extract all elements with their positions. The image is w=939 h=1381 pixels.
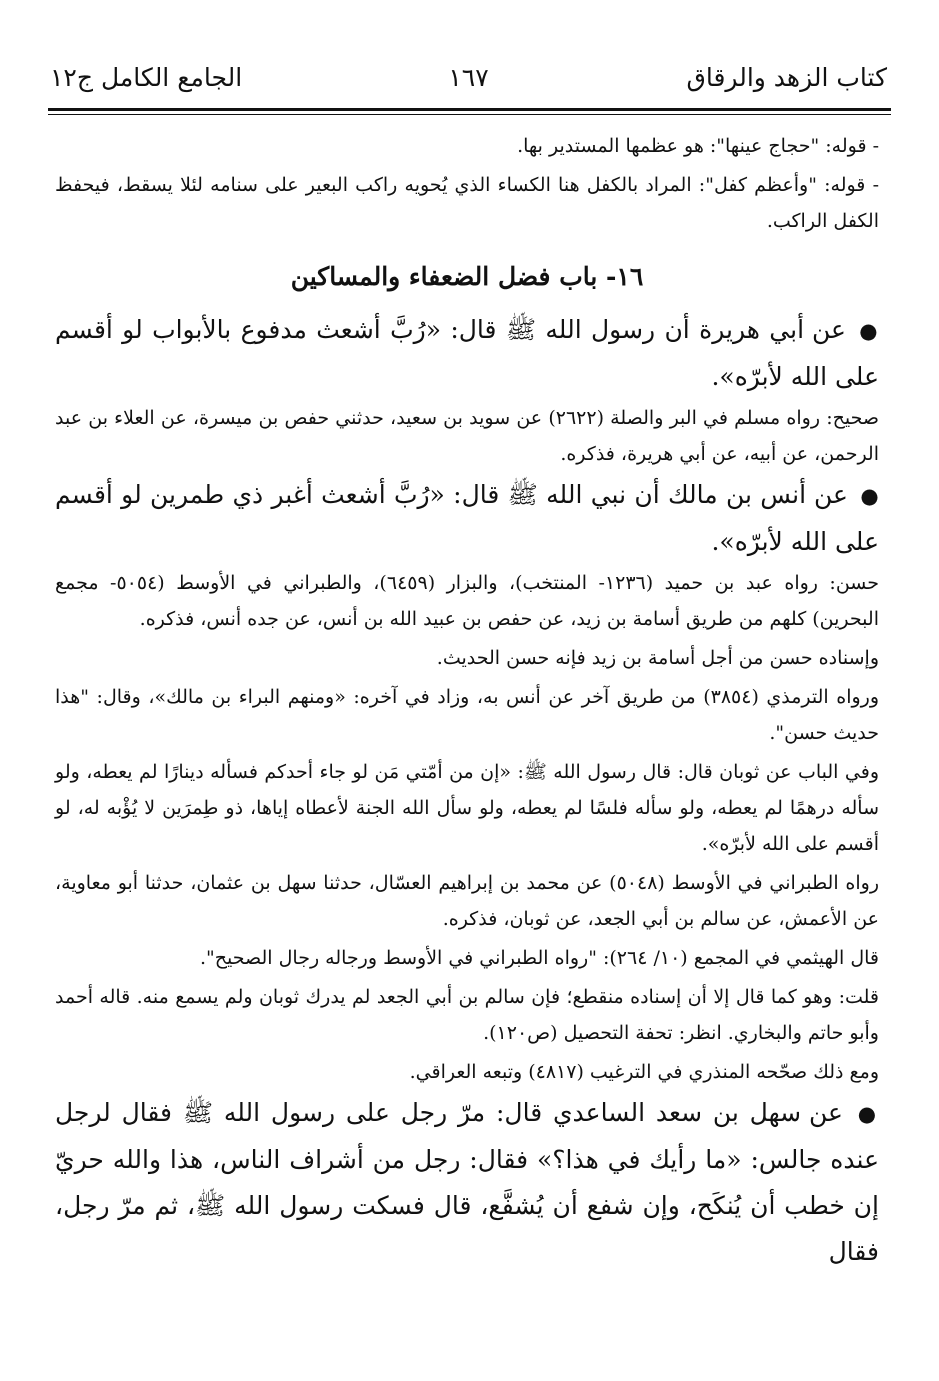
page-header <box>50 52 887 108</box>
volume-label: الجامع الكامل ج١٢ <box>50 63 243 92</box>
author-comment: قلت: وهو كما قال إلا أن إسناده منقطع؛ فإن سالم بن أبي الجعد لم يدرك ثوبان ولم يسمع منه. قاله أحمد وأبو حاتم والبخاري. انظر: تحفة التحصيل (ص١٢٠). <box>55 986 879 1044</box>
header-rule-thick <box>48 108 891 111</box>
thawban-hadith: وفي الباب عن ثوبان قال: قال رسول الله ﷺ: «إن من أمّتي مَن لو جاء أحدكم فسأله دينارًا لم يعطه، ولو سأله درهمًا لم يعطه، ولو سأله فلسًا لم يعطه، ولو سأل الله الجنة لأعطاه إياها، ذو طِمرَين لا يُؤْبه له، لو أقسم على الله لأبرّه». <box>55 761 879 855</box>
hadith-text: عن أنس بن مالك أن نبي الله ﷺ قال: «رُبَّ أشعث أغبر ذي طمرين لو أقسم على الله لأبرّه». <box>55 480 879 556</box>
bullet-icon: ● <box>859 319 879 343</box>
note-kifl: - قوله: "وأعظم كفل": المراد بالكفل هنا الكساء الذي يُحويه راكب البعير على سنامه لئلا يسقط، فيحفظ الكفل الراكب. <box>55 174 879 232</box>
mundhiri-note: ومع ذلك صحّحه المنذري في الترغيب (٤٨١٧) وتبعه العراقي. <box>409 1061 879 1083</box>
chapter-title: ١٦- باب فضل الضعفاء والمساكين <box>290 262 644 291</box>
hadith-text: عن أبي هريرة أن رسول الله ﷺ قال: «رُبَّ أشعث مدفوع بالأبواب لو أقسم على الله لأبرّه». <box>55 315 879 391</box>
bullet-icon: ● <box>857 1102 879 1126</box>
book-title: كتاب الزهد والرقاق <box>686 63 887 92</box>
thawban-source: رواه الطبراني في الأوسط (٥٠٤٨) عن محمد بن إبراهيم العسّال، حدثنا سهل بن عثمان، حدثنا أبو معاوية، عن الأعمش، عن سالم بن أبي الجعد، عن ثوبان، فذكره. <box>55 872 879 930</box>
hadith-text: عن سهل بن سعد الساعدي قال: مرّ رجل على رسول الله ﷺ فقال لرجل عنده جالس: «ما رأيك في هذا؟» فقال: رجل من أشراف الناس، هذا والله حريّ إن خطب أن يُنكَح، وإن شفع أن يُشفَّع، قال فسكت رسول الله ﷺ، ثم مرّ رجل، فقال <box>55 1098 879 1266</box>
page-content <box>55 128 879 1275</box>
hadith-abu-hurayra <box>55 307 879 400</box>
hadith-anas <box>55 472 879 565</box>
hadith-sahl <box>55 1090 879 1275</box>
hadith-grading: صحيح: رواه مسلم في البر والصلة (٢٦٢٢) عن سويد بن سعيد، حدثني حفص بن ميسرة، عن العلاء بن عبد الرحمن، عن أبيه، عن أبي هريرة، فذكره. <box>55 407 879 465</box>
isnad-note: وإسناده حسن من أجل أسامة بن زيد فإنه حسن الحديث. <box>436 647 879 669</box>
header-rule-thin <box>48 114 891 115</box>
page-number: ١٦٧ <box>448 63 489 92</box>
note-hajjaj: - قوله: "حجاج عينها": هو عظمها المستدير بها. <box>517 135 879 157</box>
tirmidhi-note: ورواه الترمذي (٣٨٥٤) من طريق آخر عن أنس به، وزاد في آخره: «ومنهم البراء بن مالك»، وقال: "هذا حديث حسن". <box>55 686 879 744</box>
hadith-grading: حسن: رواه عبد بن حميد (١٢٣٦- المنتخب)، والبزار (٦٤٥٩)، والطبراني في الأوسط (٥٠٥٤- مجمع البحرين) كلهم من طريق أسامة بن زيد، عن حفص بن عبيد الله بن أنس، عن جده أنس، فذكره. <box>55 572 879 630</box>
haythami-note: قال الهيثمي في المجمع (١٠/ ٢٦٤): "رواه الطبراني في الأوسط ورجاله رجال الصحيح". <box>199 947 879 969</box>
bullet-icon: ● <box>860 484 880 508</box>
